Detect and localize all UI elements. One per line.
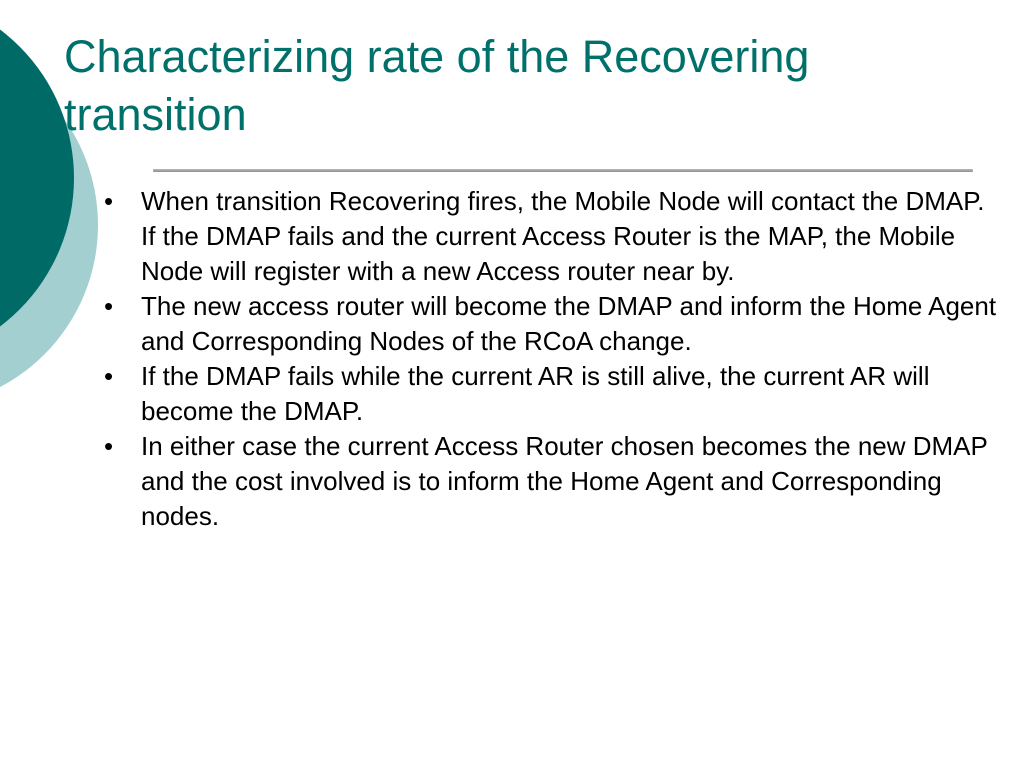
bullet-text: The new access router will become the DMAP and inform the Home Agent and Corresponding Nodes of the RCoA change. bbox=[141, 291, 997, 356]
bullet-dot-icon: • bbox=[104, 291, 114, 321]
bullet-item bbox=[104, 359, 999, 429]
bullet-text: If the DMAP fails while the current AR is still alive, the current AR will become the DMAP. bbox=[141, 361, 930, 426]
bullet-text: When transition Recovering fires, the Mobile Node will contact the DMAP. If the DMAP fails and the current Access Router is the MAP, the Mobile Node will register with a new Access router near by. bbox=[141, 186, 985, 286]
bullet-list bbox=[104, 184, 999, 534]
bullet-dot-icon: • bbox=[104, 186, 114, 216]
bullet-item bbox=[104, 289, 999, 359]
bullet-dot-icon: • bbox=[104, 431, 114, 461]
bullet-item bbox=[104, 184, 999, 289]
bullet-dot-icon: • bbox=[104, 361, 114, 391]
bullet-item bbox=[104, 429, 999, 534]
bullet-text: In either case the current Access Router chosen becomes the new DMAP and the cost involved is to inform the Home Agent and Corresponding nodes. bbox=[141, 431, 988, 531]
slide-title: Characterizing rate of the Recovering transition bbox=[64, 31, 810, 140]
title-divider bbox=[153, 169, 973, 172]
